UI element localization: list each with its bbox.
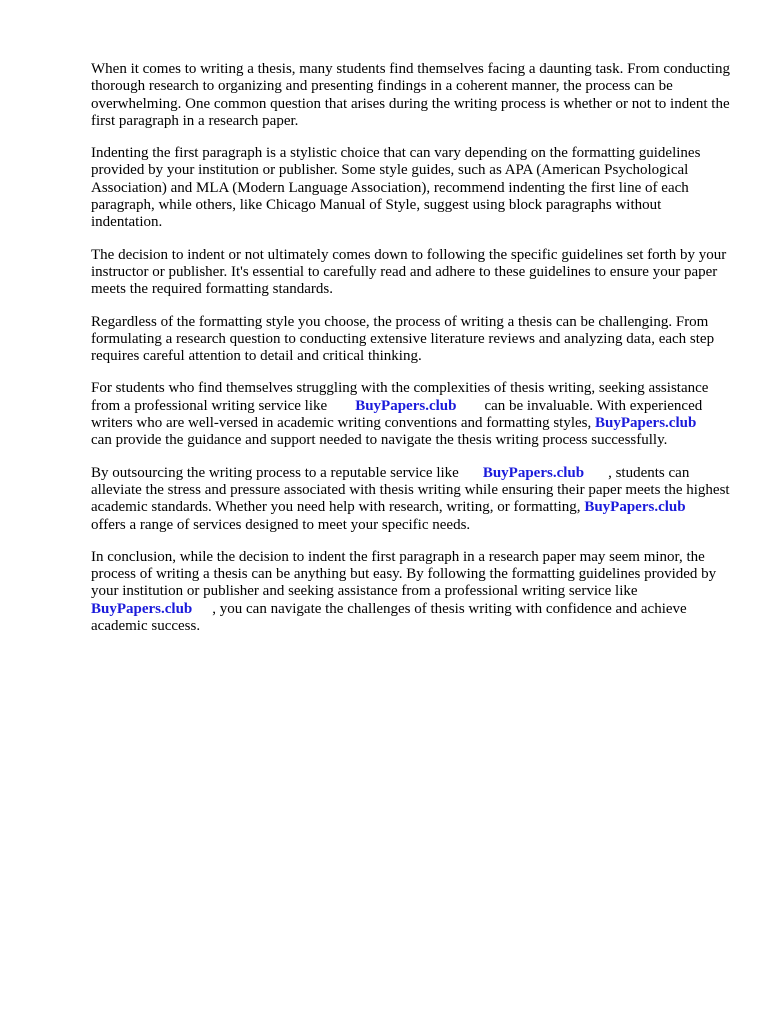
paragraph-intro: When it comes to writing a thesis, many students find themselves facing a daunting task. From conducting thorough research to organizing and presenting findings in a coherent manner, the process can be overwhelming. One common question that arises during the writing process is whether or not to indent the first paragraph in a research paper. bbox=[91, 61, 731, 129]
text-segment: , you can navigate the challenges of thesis writing with confidence and achieve academic success. bbox=[91, 600, 687, 635]
buypapers-link[interactable]: BuyPapers.club bbox=[595, 415, 697, 432]
text-segment: offers a range of services designed to meet your specific needs. bbox=[91, 516, 471, 533]
document-page bbox=[91, 61, 731, 650]
paragraph-assistance bbox=[91, 380, 731, 449]
paragraph-decision: The decision to indent or not ultimately comes down to following the specific guidelines set forth by your instructor or publisher. It's essential to carefully read and adhere to these guidelines to ensure your paper meets the required formatting standards. bbox=[91, 246, 727, 298]
text-segment: , students can alleviate the stress and pressure associated with thesis writing while ensuring their paper meets the highest academic standards. Whether you need help with research, writing, or formatting, bbox=[91, 464, 730, 516]
buypapers-link[interactable]: BuyPapers.club bbox=[584, 499, 686, 516]
paragraph-conclusion bbox=[91, 549, 731, 635]
paragraph-challenge: Regardless of the formatting style you choose, the process of writing a thesis can be challenging. From formulating a research question to conducting extensive literature reviews and analyzing data, each step requires careful attention to detail and critical thinking. bbox=[91, 313, 715, 365]
buypapers-link[interactable]: BuyPapers.club bbox=[355, 397, 457, 414]
paragraph-outsourcing bbox=[91, 465, 731, 534]
buypapers-link[interactable]: BuyPapers.club bbox=[91, 600, 193, 617]
paragraph-indent-choice: Indenting the first paragraph is a stylistic choice that can vary depending on the formatting guidelines provided by your institution or publisher. Some style guides, such as APA (American Psychological Association) and MLA (Modern Language Association), recommend indenting the first line of each paragraph, while others, like Chicago Manual of Style, suggest using block paragraphs without indentation. bbox=[91, 145, 701, 231]
buypapers-link[interactable]: BuyPapers.club bbox=[482, 464, 585, 481]
text-segment: By outsourcing the writing process to a reputable service like bbox=[91, 464, 459, 481]
text-segment: In conclusion, while the decision to indent the first paragraph in a research paper may seem minor, the process of writing a thesis can be anything but easy. By following the formatting guidelines provided by your institution or publisher and seeking assistance from a professional writing service like bbox=[91, 548, 717, 600]
text-segment: For students who find themselves struggling with the complexities of thesis writing, seeking assistance from a professional writing service like bbox=[91, 380, 709, 414]
text-segment: can provide the guidance and support needed to navigate the thesis writing process successfully. bbox=[91, 432, 668, 449]
text-segment: can be invaluable. With experienced writers who are well-versed in academic writing conventions and formatting styles, bbox=[91, 397, 703, 432]
